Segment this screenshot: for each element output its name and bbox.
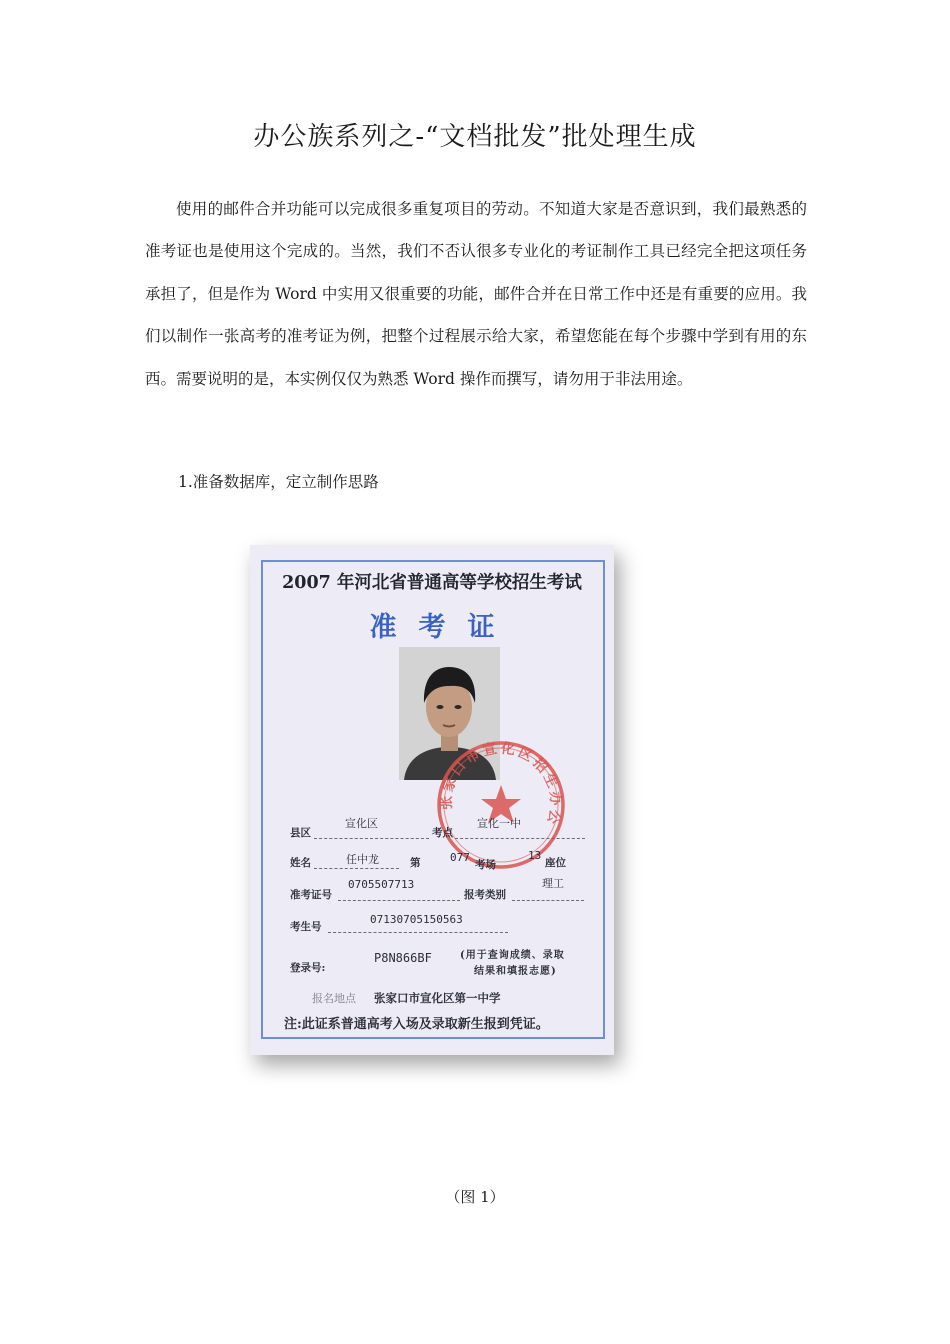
seat-value: 13 <box>528 849 542 862</box>
name-label: 姓名 <box>290 857 311 869</box>
ticket-number-underline <box>338 900 460 901</box>
student-number-underline <box>328 932 508 933</box>
figure-caption: （图 1） <box>445 1188 505 1206</box>
county-value: 宣化区 <box>345 817 378 830</box>
name-underline <box>314 868 399 869</box>
room-suffix: 考场 <box>475 859 496 871</box>
site-value: 宣化一中 <box>477 817 521 830</box>
svg-text:张家口市宣化区招生办公室: 张家口市宣化区招生办公 <box>438 740 564 826</box>
category-underline <box>512 900 584 901</box>
login-label: 登录号: <box>290 962 326 974</box>
category-value: 理工 <box>542 877 564 890</box>
registration-place: 张家口市宣化区第一中学 <box>374 991 501 1005</box>
login-note-line2: 结果和填报志愿) <box>474 966 557 977</box>
registration-label: 报名地点 <box>312 992 356 1005</box>
ticket-title: 准考证 <box>369 612 517 643</box>
ticket-number-label: 准考证号 <box>290 889 332 901</box>
intro-paragraph: 使用的邮件合并功能可以完成很多重复项目的劳动。不知道大家是否意识到，我们最熟悉的准考证也是使用这个完成的。当然，我们不否认很多专业化的考证制作工具已经完全把这项任务承担了，但是作为 Word 中实用又很重要的功能，邮件合并在日常工作中还是有重要的应用。我们以制作一张高考的准考证为例，把整个过程展示给大家，希望您能在每个步骤中学到有用的东西。需要说明的是，本实例仅仅为熟悉 Word 操作而撰写，请勿用于非法用途。 <box>145 200 807 388</box>
login-value: P8N866BF <box>374 951 432 965</box>
student-number-label: 考生号 <box>290 921 322 933</box>
step-heading: 1.准备数据库，定立制作思路 <box>178 473 379 491</box>
exam-name: 2007 年河北省普通高等学校招生考试 <box>282 573 582 593</box>
room-label: 第 <box>410 857 421 869</box>
student-number-value: 07130705150563 <box>370 913 463 926</box>
site-underline <box>455 838 585 839</box>
ticket-note: 注:此证系普通高考入场及录取新生报到凭证。 <box>284 1017 549 1032</box>
category-label: 报考类别 <box>464 889 506 901</box>
seat-label: 座位 <box>545 857 566 869</box>
admission-ticket-figure <box>250 545 614 1055</box>
admission-ticket <box>250 545 614 1055</box>
county-label: 县区 <box>290 827 311 839</box>
document-title: 办公族系列之-“文档批发”批处理生成 <box>253 122 697 152</box>
room-value: 077 <box>450 851 470 864</box>
county-underline <box>314 838 429 839</box>
name-value: 任中龙 <box>346 853 379 866</box>
ticket-number-value: 0705507713 <box>348 878 415 891</box>
site-label: 考点 <box>432 827 453 839</box>
login-note-line1: (用于查询成绩、录取 <box>460 950 565 961</box>
